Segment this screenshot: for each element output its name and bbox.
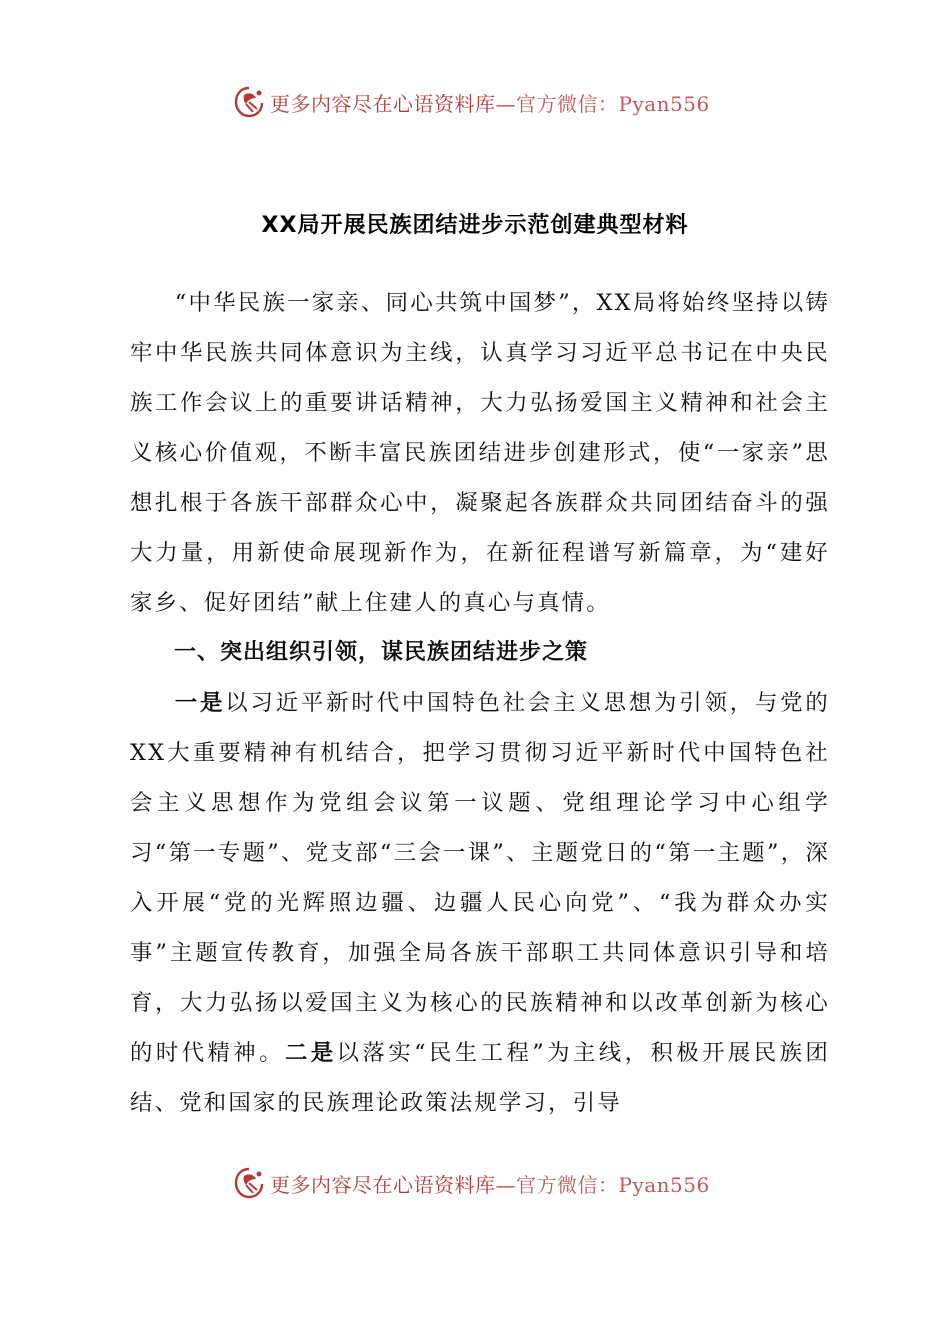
section-heading: 一、突出组织引领，谋民族团结进步之策 [174, 640, 589, 665]
section-paragraph [130, 678, 830, 1128]
point-text-1: 以习近平新时代中国特色社会主义思想为引领，与党的XX大重要精神有机结合，把学习贯彻习近平新时代中国特色社会主义思想作为党组会议第一议题、党组理论学习中心组学习“第一专题”、党支部“三会一课”、主题党日的“第一主题”，深入开展“党的光辉照边疆、边疆人民心向党”、“我为群众办实事”主题宣传教育，加强全局各族干部职工共同体意识引导和培育，大力弘扬以爱国主义为核心的民族精神和以改革创新为核心的时代精神。 [130, 690, 830, 1066]
watermark-text: 更多内容尽在心语资料库—官方微信：Pyan556 [270, 1172, 710, 1197]
document-title: XX局开展民族团结进步示范创建典型材料 [261, 213, 689, 238]
intro-paragraph: “中华民族一家亲、同心共筑中国梦”，XX局将始终坚持以铸牢中华民族共同体意识为主线，认真学习习近平总书记在中央民族工作会议上的重要讲话精神，大力弘扬爱国主义精神和社会主义核心价值观，不断丰富民族团结进步创建形式，使“一家亲”思想扎根于各族干部群众心中，凝聚起各族群众共同团结奋斗的强大力量，用新使命展现新作为，在新征程谱写新篇章，为“建好家乡、促好团结”献上住建人的真心与真情。 [130, 290, 830, 616]
pen-nib-logo-icon [232, 85, 266, 119]
watermark-text: 更多内容尽在心语资料库—官方微信：Pyan556 [270, 91, 710, 116]
point-text-2: 以落实“民生工程”为主线，积极开展民族团结、党和国家的民族理论政策法规学习，引导 [130, 1040, 830, 1116]
document-body [130, 278, 830, 1128]
point-lead-1: 一是 [174, 690, 226, 716]
watermark-banner-top [232, 82, 732, 122]
point-lead-2: 二是 [284, 1040, 337, 1066]
watermark-banner-bottom [232, 1163, 732, 1203]
pen-nib-logo-icon [232, 1166, 266, 1200]
